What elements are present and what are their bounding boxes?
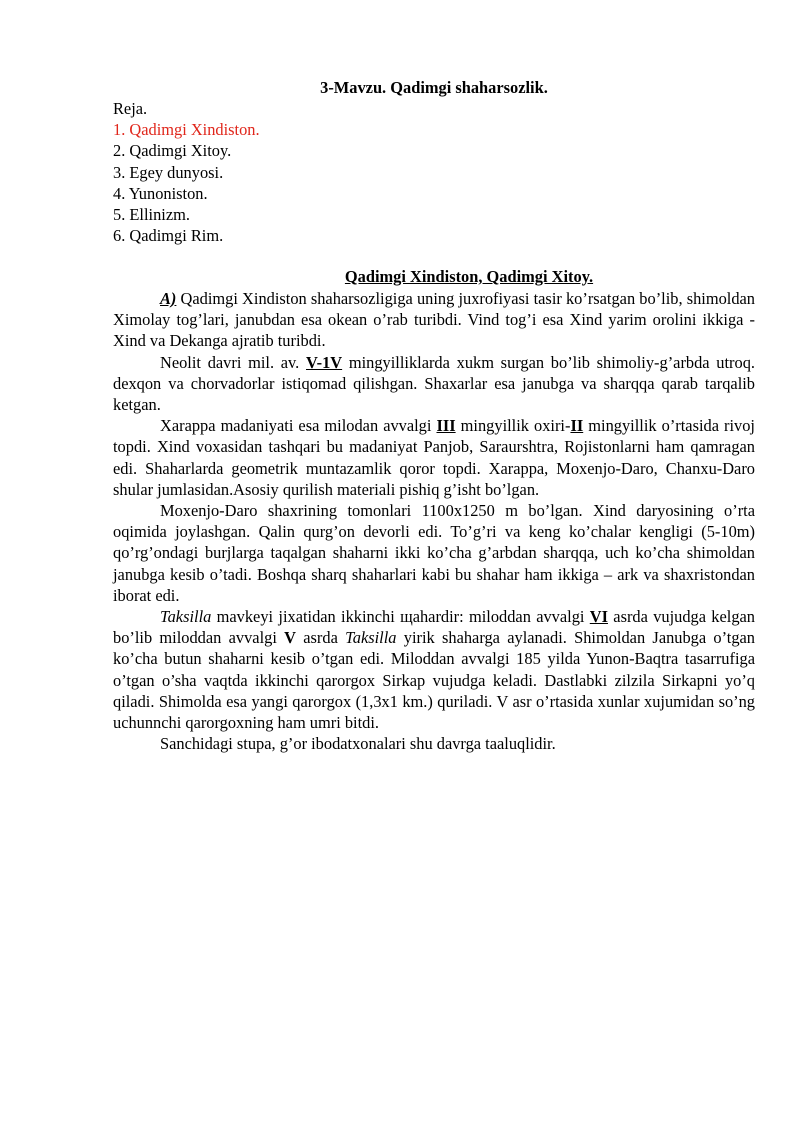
paragraph-text: mingyillik o’rtasida rivoj topdi. Xind voxasidan tashqari bu madaniyat Panjob, Saraurshtra, Rojistonlarni ham qamragan edi. Shaharlarda geometrik muntazamlik qoror topdi. Xarappa, Moxenjo-Daro, Chanxu-Daro shular jumlasidan.Asosiy qurilish materiali pishiq g’isht bo’lgan. bbox=[113, 416, 755, 499]
paragraph-marker: A) bbox=[160, 289, 177, 308]
paragraph-text: mingyilliklarda xukm surgan bo’lib shimoliy-g’arbda utroq. dexqon va chorvadorlar istiqomad qilishgan. Shaxarlar esa janubga va sharqqa qarab tarqalib ketgan. bbox=[113, 352, 755, 415]
emphasis-text: VI bbox=[589, 607, 608, 627]
italic-text: Taksilla bbox=[345, 628, 397, 648]
paragraph-text: asrda vujudga kelgan bo’lib miloddan avvalgi bbox=[113, 607, 755, 648]
paragraph: Moxenjo-Daro shaxrining tomonlari 1100x1250 m bo’lgan. Xind daryosining o’rta oqimida joylashgan. Qalin qurg’on devorli edi. To’g’ri va keng ko’chalar kengligi (5-10m) qo’rg’ondagi burjlarga taqalgan shaharni ikki ko’cha g’arbdan sharqqa, uch ko’cha shimoldan janubga kesib o’tadi. Boshqa sharq shaharlari kabi bu shahar ham ikkiga – ark va shaxristondan iborat edi. bbox=[113, 501, 755, 605]
bold-text: V bbox=[284, 628, 296, 648]
document-body bbox=[113, 288, 755, 754]
plan-item: 2. Qadimgi Xitoy. bbox=[113, 141, 232, 161]
emphasis-text: II bbox=[570, 416, 584, 436]
plan-list bbox=[113, 98, 260, 246]
emphasis-text: V-1V bbox=[306, 352, 343, 372]
paragraph-text: yirik shaharga aylanadi. Shimoldan Janubga o’tgan ko’cha butun shaharni kesib o’tgan edi. Miloddan avvalgi 185 yilda Yunon-Baqtra tasarrufiga o’tgan o’sha vaqtda ikkinchi qarorgox Sirkap vujudga keladi. Dastlabki zilzila Sirkapni yo’q qiladi. Shimolda esa yangi qarorgox (1,3x1 km.) quriladi. V asr o’rtasida xunlar xujumidan so’ng uchunnchi qarorgoxning ham umri bitdi. bbox=[113, 628, 756, 733]
emphasis-text: III bbox=[436, 416, 456, 436]
plan-item: 6. Qadimgi Rim. bbox=[113, 226, 224, 246]
italic-text: Taksilla bbox=[160, 607, 212, 627]
document-title: 3-Mavzu. Qadimgi shaharsozlik. bbox=[320, 78, 548, 97]
paragraph: Sanchidagi stupa, g’or ibodatxonalari shu davrga taaluqlidir. bbox=[160, 734, 556, 754]
paragraph-text: Xarappa madaniyati esa milodan avvalgi bbox=[160, 416, 437, 436]
paragraph-text: Qadimgi Xindiston shaharsozligiga uning juxrofiyasi tasir ko’rsatgan bo’lib, shimoldan Ximolay tog’lari, janubdan esa okean o’rab turibdi. Vind tog’i esa Xind yarim orolini ikkiga - Xind va Dekanga ajratib turibdi. bbox=[113, 289, 755, 351]
section-title: Qadimgi Xindiston, Qadimgi Xitoy. bbox=[344, 267, 594, 286]
plan-item: 3. Egey dunyosi. bbox=[113, 162, 224, 182]
paragraph bbox=[113, 415, 755, 500]
plan-item: 5. Ellinizm. bbox=[113, 205, 190, 225]
paragraph bbox=[113, 352, 755, 416]
paragraph-text: mingyillik oxiri- bbox=[455, 416, 571, 436]
paragraph bbox=[113, 606, 755, 733]
paragraph-text: asrda bbox=[296, 628, 346, 648]
plan-item: 4. Yunoniston. bbox=[113, 183, 208, 203]
plan-item: 1. Qadimgi Xindiston. bbox=[113, 120, 260, 140]
plan-heading: Reja. bbox=[113, 99, 148, 118]
paragraph-text: mavkeyi jixatidan ikkinchi щahardir: miloddan avvalgi bbox=[211, 607, 590, 627]
paragraph-text: Neolit davri mil. av. bbox=[160, 352, 306, 372]
paragraph bbox=[113, 288, 755, 352]
